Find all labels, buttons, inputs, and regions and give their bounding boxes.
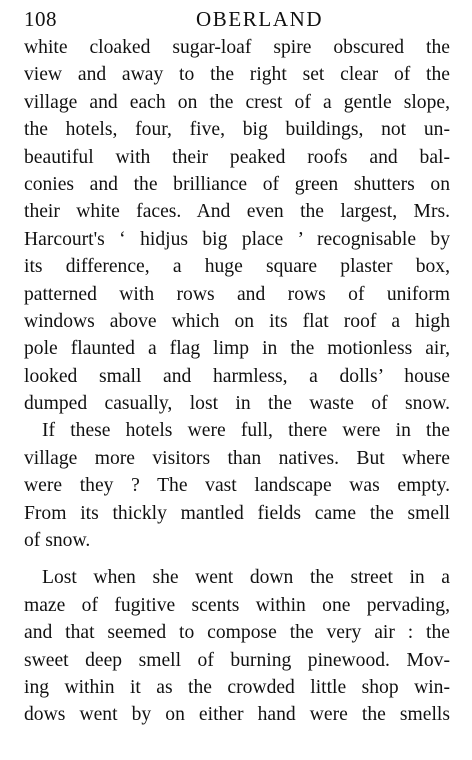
text-line: Harcourt's ‘ hidjus big place ’ recognisable by [24,228,450,250]
text-line: windows above which on its flat roof a high [24,310,450,332]
text-line: beautiful with their peaked roofs and bal- [24,146,450,168]
text-line: If these hotels were full, there were in the [42,420,450,442]
running-head [24,4,450,34]
text-line: ing within it as the crowded little shop win- [24,676,450,698]
text-line: From its thickly mantled fields came the smell [24,502,450,524]
text-line: were they ? The vast landscape was empty. [24,475,450,497]
text-line: view and away to the right set clear of the [24,64,450,86]
text-line: sweet deep smell of burning pinewood. Mov- [24,649,450,671]
paragraph-2 [24,417,450,554]
paragraph-3 [24,564,450,728]
text-line: its difference, a huge square plaster box, [24,256,450,278]
text-line: Lost when she went down the street in a [42,567,450,589]
text-line: dows went by on either hand were the smells [24,704,450,726]
text-line: their white faces. And even the largest, Mrs. [24,201,450,223]
paragraph-spacer [24,554,450,564]
paragraph-1 [24,34,450,417]
text-line: maze of fugitive scents within one pervading, [24,594,450,616]
body-text [24,34,450,729]
text-line: looked small and harmless, a dolls’ house [24,365,450,387]
text-line: of snow. [24,530,91,552]
text-line: conies and the brilliance of green shutters on [24,173,450,195]
text-line: the hotels, four, five, big buildings, not un- [24,119,450,141]
text-line: patterned with rows and rows of uniform [24,283,450,305]
text-line: and that seemed to compose the very air : the [24,622,450,644]
text-line: pole flaunted a flag limp in the motionless air, [24,338,450,360]
text-line: village and each on the crest of a gentle slope, [24,91,450,113]
text-line: white cloaked sugar-loaf spire obscured the [24,37,450,58]
page-number: 108 [24,7,57,31]
text-line: dumped casually, lost in the waste of snow. [24,393,450,415]
running-title: OBERLAND [196,7,324,31]
text-line: village more visitors than natives. But where [24,447,450,469]
